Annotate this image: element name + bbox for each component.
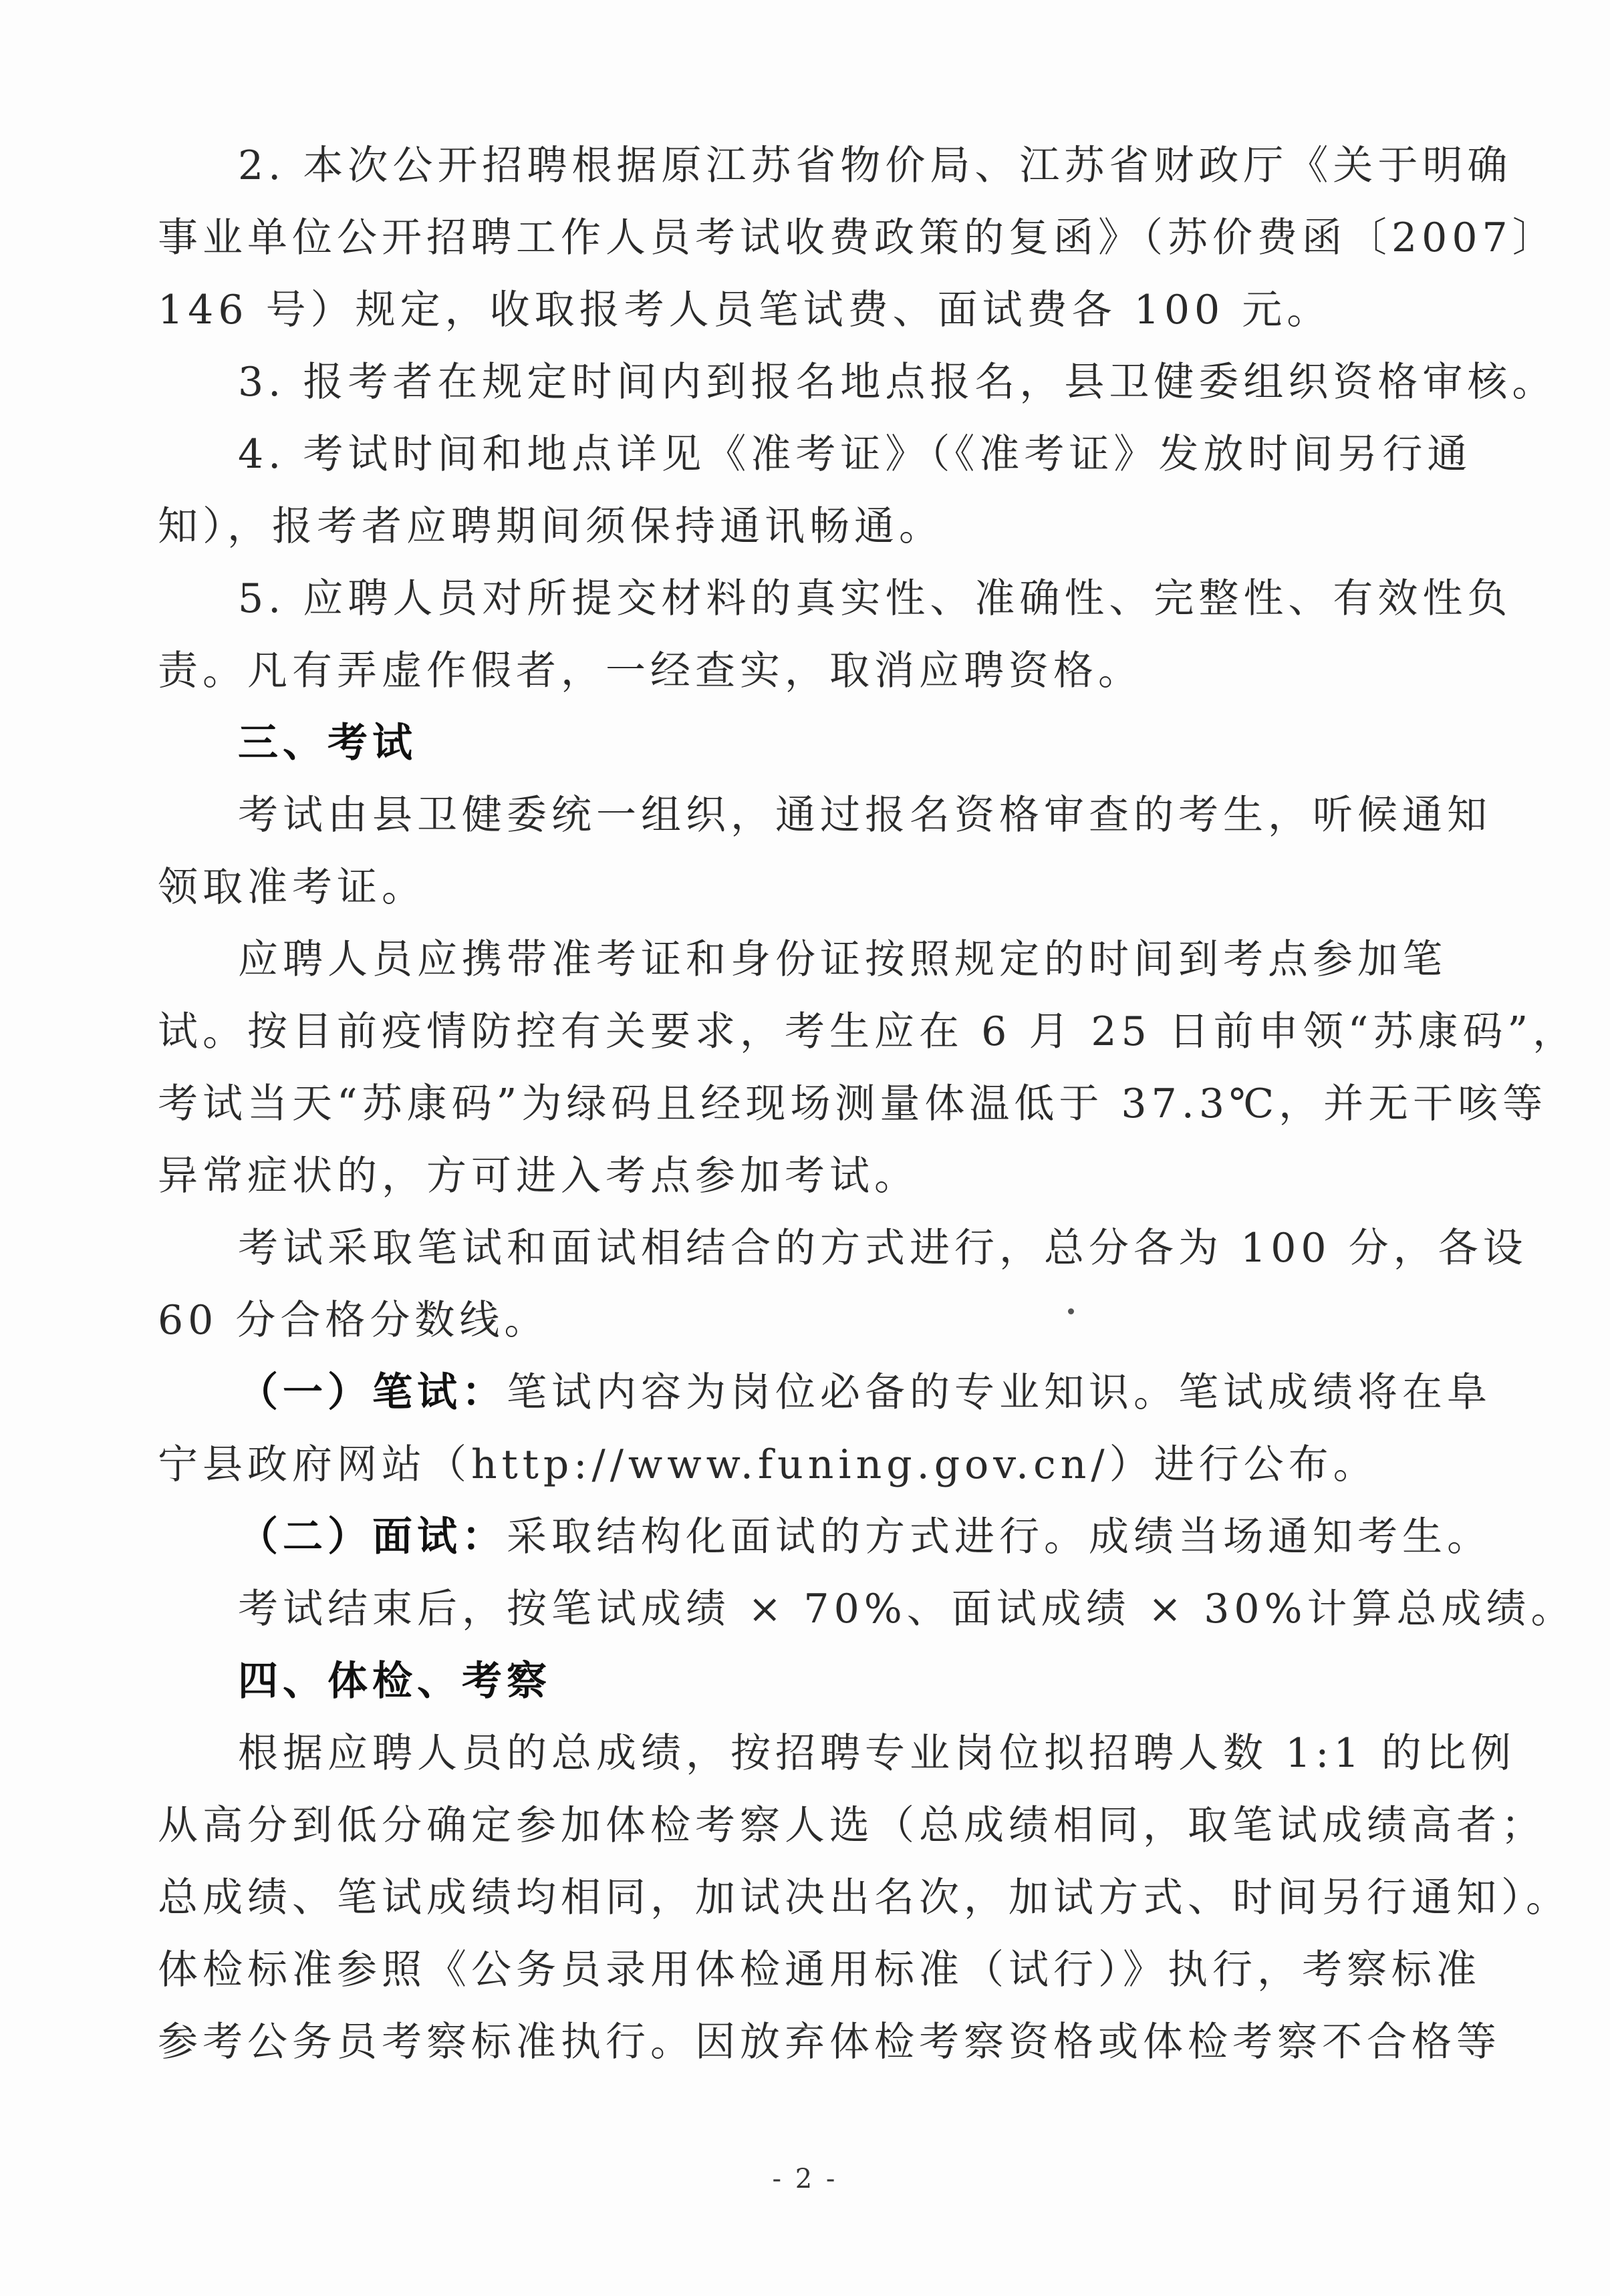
text-line: 考试当天“苏康码”为绿码且经现场测量体温低于 37.3℃，并无干咳等 [158,1081,1548,1127]
text-line: 应聘人员应携带准考证和身份证按照规定的时间到考点参加笔 [238,936,1447,983]
text-line: 4. 考试时间和地点详见《准考证》（《准考证》发放时间另行通 [238,431,1472,478]
subsection-text-written: 笔试内容为岗位必备的专业知识。笔试成绩将在阜 [507,1369,1492,1416]
subsection-label-interview: （二）面试： [238,1514,507,1560]
text-line: 责。凡有弄虚作假者，一经查实，取消应聘资格。 [158,648,1143,694]
text-line: 宁县政府网站（http://www.funing.gov.cn/）进行公布。 [158,1441,1378,1488]
subsection-text-interview: 采取结构化面试的方式进行。成绩当场通知考生。 [507,1514,1492,1560]
text-line: 根据应聘人员的总成绩，按招聘专业岗位拟招聘人数 1:1 的比例 [238,1730,1516,1777]
subsection-interview [238,1513,1492,1561]
text-line: 体检标准参照《公务员录用体检通用标准（试行）》执行，考察标准 [158,1947,1481,1993]
text-line: 异常症状的，方可进入考点参加考试。 [158,1153,919,1199]
text-line: 60 分合格分数线。 [158,1297,549,1344]
text-line: 146 号）规定，收取报考人员笔试费、面试费各 100 元。 [158,287,1332,333]
text-line: 知），报考者应聘期间须保持通讯畅通。 [158,503,944,550]
text-line: 考试由县卫健委统一组织，通过报名资格审查的考生，听候通知 [238,792,1492,839]
text-line: 总成绩、笔试成绩均相同，加试决出名次，加试方式、时间另行通知）。 [158,1874,1571,1921]
text-line: 5. 应聘人员对所提交材料的真实性、准确性、完整性、有效性负 [238,575,1512,622]
scan-speck [1068,1308,1074,1314]
subsection-label-written: （一）笔试： [238,1369,507,1416]
text-line: 考试采取笔试和面试相结合的方式进行，总分各为 100 分，各设 [238,1225,1528,1272]
page-number: - 2 - [772,2164,838,2194]
section-heading-physical-exam: 四、体检、考察 [238,1658,551,1705]
subsection-written-exam [238,1369,1492,1417]
text-line: 领取准考证。 [158,864,426,911]
text-line: 从高分到低分确定参加体检考察人选（总成绩相同，取笔试成绩高者； [158,1802,1546,1849]
section-heading-exam: 三、考试 [238,720,417,766]
text-line: 2. 本次公开招聘根据原江苏省物价局、江苏省财政厅《关于明确 [238,142,1512,189]
text-line: 事业单位公开招聘工作人员考试收费政策的复函》（苏价费函〔2007〕 [158,214,1557,261]
text-line: 考试结束后，按笔试成绩 × 70%、面试成绩 × 30%计算总成绩。 [238,1586,1576,1632]
text-line: 参考公务员考察标准执行。因放弃体检考察资格或体检考察不合格等 [158,2019,1501,2065]
text-line: 试。按目前疫情防控有关要求，考生应在 6 月 25 日前申领“苏康码”， [158,1008,1578,1055]
text-line: 3. 报考者在规定时间内到报名地点报名，县卫健委组织资格审核。 [238,359,1557,406]
